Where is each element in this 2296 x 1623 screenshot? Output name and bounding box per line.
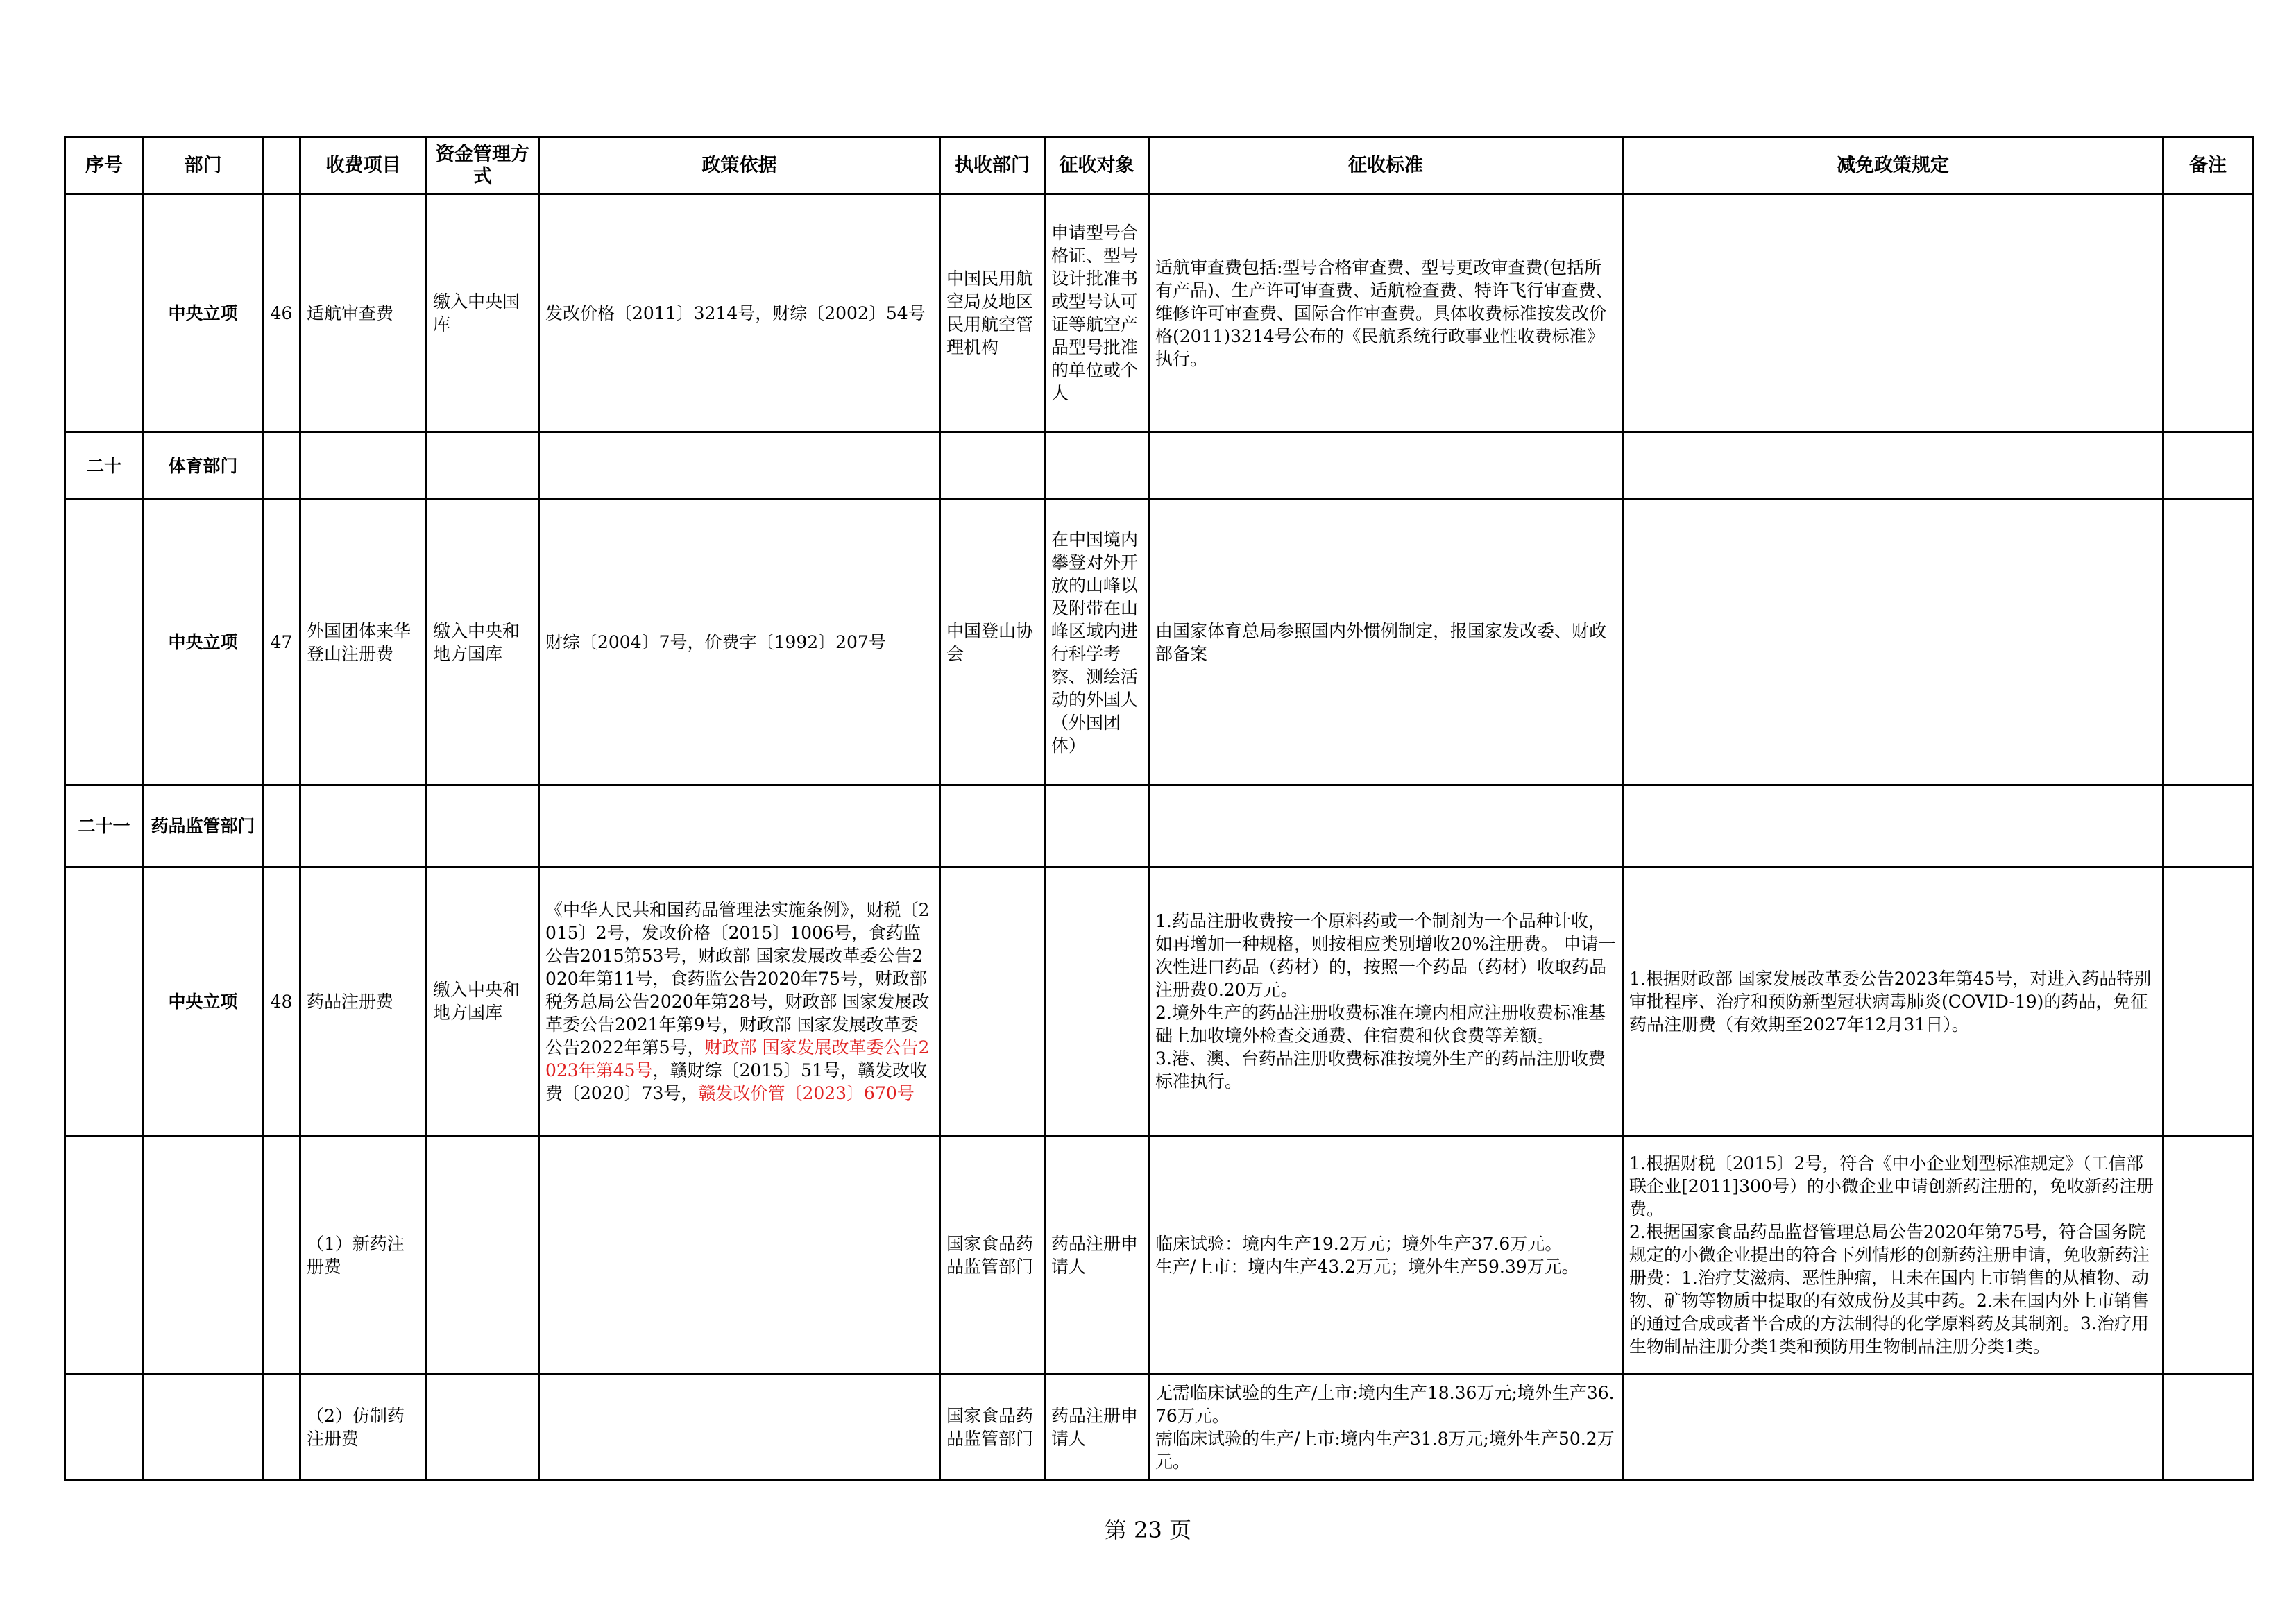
cell-basis: 发改价格〔2011〕3214号，财综〔2002〕54号	[539, 194, 940, 432]
basis-highlight: 财政部 国家发展改革委公告2023年第45号	[545, 1037, 930, 1080]
header-target: 征收对象	[1045, 137, 1149, 194]
cell-seq	[65, 867, 144, 1136]
header-fund: 资金管理方式	[427, 137, 539, 194]
basis-text: 《中华人民共和国药品管理法实施条例》，财税〔2015〕2号，发改价格〔2015〕1006号，食药监公告2015第53号，财政部 国家发展改革委公告2020年第11号，食药监公告2020年75号，财政部 税务总局公告2020年第28号，财政部 国家发展改革委公告2021年第9号，财政部 国家发展改革委公告2022年第5号，	[545, 899, 930, 1057]
standard-line: 无需临床试验的生产/上市:境内生产18.36万元;境外生产36.76万元。	[1155, 1383, 1615, 1426]
cell-relief	[1623, 1375, 2163, 1481]
section-row	[65, 785, 2253, 867]
fee-table	[64, 136, 2254, 1481]
table-row	[65, 1375, 2253, 1481]
standard-line: 3.港、澳、台药品注册收费标准按境外生产的药品注册收费标准执行。	[1155, 1048, 1606, 1091]
cell-dept: 体育部门	[144, 432, 263, 500]
cell-basis	[539, 867, 940, 1136]
page-number: 第 23 页	[1104, 1517, 1192, 1543]
standard-line: 需临床试验的生产/上市:境内生产31.8万元;境外生产50.2万元。	[1155, 1429, 1615, 1472]
cell-relief	[1623, 194, 2163, 432]
cell-collector: 中国民用航空局及地区民用航空管理机构	[940, 194, 1045, 432]
standard-line: 临床试验：境内生产19.2万元；境外生产37.6万元。	[1155, 1233, 1563, 1254]
cell-remark	[2163, 1136, 2253, 1375]
basis-text-cont: ，赣财综〔2015〕51号，赣发改收费〔2020〕73号，	[545, 1060, 927, 1103]
cell-standard: 由国家体育总局参照国内外惯例制定，报国家发改委、财政部备案	[1149, 500, 1623, 785]
cell-fund: 缴入中央和地方国库	[427, 867, 539, 1136]
cell-standard	[1149, 867, 1623, 1136]
cell-relief	[1623, 500, 2163, 785]
standard-line: 生产/上市：境内生产43.2万元；境外生产59.39万元。	[1155, 1256, 1579, 1277]
cell-no	[263, 1136, 300, 1375]
cell-collector: 国家食品药品监管部门	[940, 1136, 1045, 1375]
header-relief: 减免政策规定	[1623, 137, 2163, 194]
cell-remark	[2163, 194, 2253, 432]
header-collector: 执收部门	[940, 137, 1045, 194]
cell-seq: 二十	[65, 432, 144, 500]
cell-seq	[65, 500, 144, 785]
cell-item: 外国团体来华登山注册费	[300, 500, 427, 785]
cell-seq	[65, 1136, 144, 1375]
cell-item: （2）仿制药注册费	[300, 1375, 427, 1481]
table-row	[65, 867, 2253, 1136]
standard-line: 2.境外生产的药品注册收费标准在境内相应注册收费标准基础上加收境外检查交通费、住宿费和伙食费等差额。	[1155, 1003, 1606, 1046]
cell-target: 申请型号合格证、型号设计批准书或型号认可证等航空产品型号批准的单位或个人	[1045, 194, 1149, 432]
cell-seq: 二十一	[65, 785, 144, 867]
cell-dept: 中央立项	[144, 500, 263, 785]
header-seq: 序号	[65, 137, 144, 194]
cell-fund: 缴入中央和地方国库	[427, 500, 539, 785]
cell-item: 适航审查费	[300, 194, 427, 432]
standard-line: 1.药品注册收费按一个原料药或一个制剂为一个品种计收，如再增加一种规格，则按相应类别增收20%注册费。 申请一次性进口药品（药材）的，按照一个药品（药材）收取药品注册费0.20万元。	[1155, 911, 1616, 1000]
relief-line: 2.根据国家食品药品监督管理总局公告2020年第75号，符合国务院规定的小微企业提出的符合下列情形的创新药注册申请，免收新药注册费：1.治疗艾滋病、恶性肿瘤，且未在国内上市销售的从植物、动物、矿物等物质中提取的有效成份及其中药。2.未在国内外上市销售的通过合成或者半合成的方法制得的化学原料药及其制剂。3.治疗用生物制品注册分类1类和预防用生物制品注册分类1类。	[1629, 1222, 2150, 1357]
cell-no: 46	[263, 194, 300, 432]
table-row	[65, 500, 2253, 785]
cell-fund: 缴入中央国库	[427, 194, 539, 432]
cell-target: 药品注册申请人	[1045, 1375, 1149, 1481]
cell-no: 47	[263, 500, 300, 785]
cell-no: 48	[263, 867, 300, 1136]
cell-collector: 中国登山协会	[940, 500, 1045, 785]
section-row	[65, 432, 2253, 500]
cell-basis: 财综〔2004〕7号，价费字〔1992〕207号	[539, 500, 940, 785]
header-standard: 征收标准	[1149, 137, 1623, 194]
cell-target: 在中国境内攀登对外开放的山峰以及附带在山峰区域内进行科学考察、测绘活动的外国人（外国团体）	[1045, 500, 1149, 785]
cell-dept: 中央立项	[144, 867, 263, 1136]
table-row	[65, 194, 2253, 432]
cell-target: 药品注册申请人	[1045, 1136, 1149, 1375]
cell-standard: 适航审查费包括:型号合格审查费、型号更改审查费(包括所有产品)、生产许可审查费、适航检查费、特许飞行审查费、维修许可审查费、国际合作审查费。具体收费标准按发改价格(2011)3214号公布的《民航系统行政事业性收费标准》执行。	[1149, 194, 1623, 432]
cell-remark	[2163, 1375, 2253, 1481]
cell-fund	[427, 1375, 539, 1481]
cell-relief: 1.根据财政部 国家发展改革委公告2023年第45号，对进入药品特别审批程序、治疗和预防新型冠状病毒肺炎(COVID-19)的药品，免征药品注册费（有效期至2027年12月31日）。	[1623, 867, 2163, 1136]
cell-standard	[1149, 1375, 1623, 1481]
cell-dept: 中央立项	[144, 194, 263, 432]
header-item: 收费项目	[300, 137, 427, 194]
cell-item: （1）新药注册费	[300, 1136, 427, 1375]
cell-dept: 药品监管部门	[144, 785, 263, 867]
cell-relief	[1623, 1136, 2163, 1375]
relief-line: 1.根据财税〔2015〕2号，符合《中小企业划型标准规定》（工信部联企业[2011]300号）的小微企业申请创新药注册的，免收新药注册费。	[1629, 1153, 2154, 1219]
cell-basis	[539, 1375, 940, 1481]
cell-remark	[2163, 500, 2253, 785]
header-no	[263, 137, 300, 194]
cell-target	[1045, 867, 1149, 1136]
table-row	[65, 1136, 2253, 1375]
cell-fund	[427, 1136, 539, 1375]
cell-dept	[144, 1136, 263, 1375]
cell-basis	[539, 1136, 940, 1375]
cell-collector	[940, 867, 1045, 1136]
cell-collector: 国家食品药品监管部门	[940, 1375, 1045, 1481]
cell-standard	[1149, 1136, 1623, 1375]
cell-item: 药品注册费	[300, 867, 427, 1136]
cell-no	[263, 1375, 300, 1481]
header-dept: 部门	[144, 137, 263, 194]
table-header-row	[65, 137, 2253, 194]
cell-dept	[144, 1375, 263, 1481]
basis-highlight-2: 赣发改价管〔2023〕670号	[698, 1082, 915, 1103]
cell-remark	[2163, 867, 2253, 1136]
header-remark: 备注	[2163, 137, 2253, 194]
cell-seq	[65, 194, 144, 432]
cell-seq	[65, 1375, 144, 1481]
header-basis: 政策依据	[539, 137, 940, 194]
